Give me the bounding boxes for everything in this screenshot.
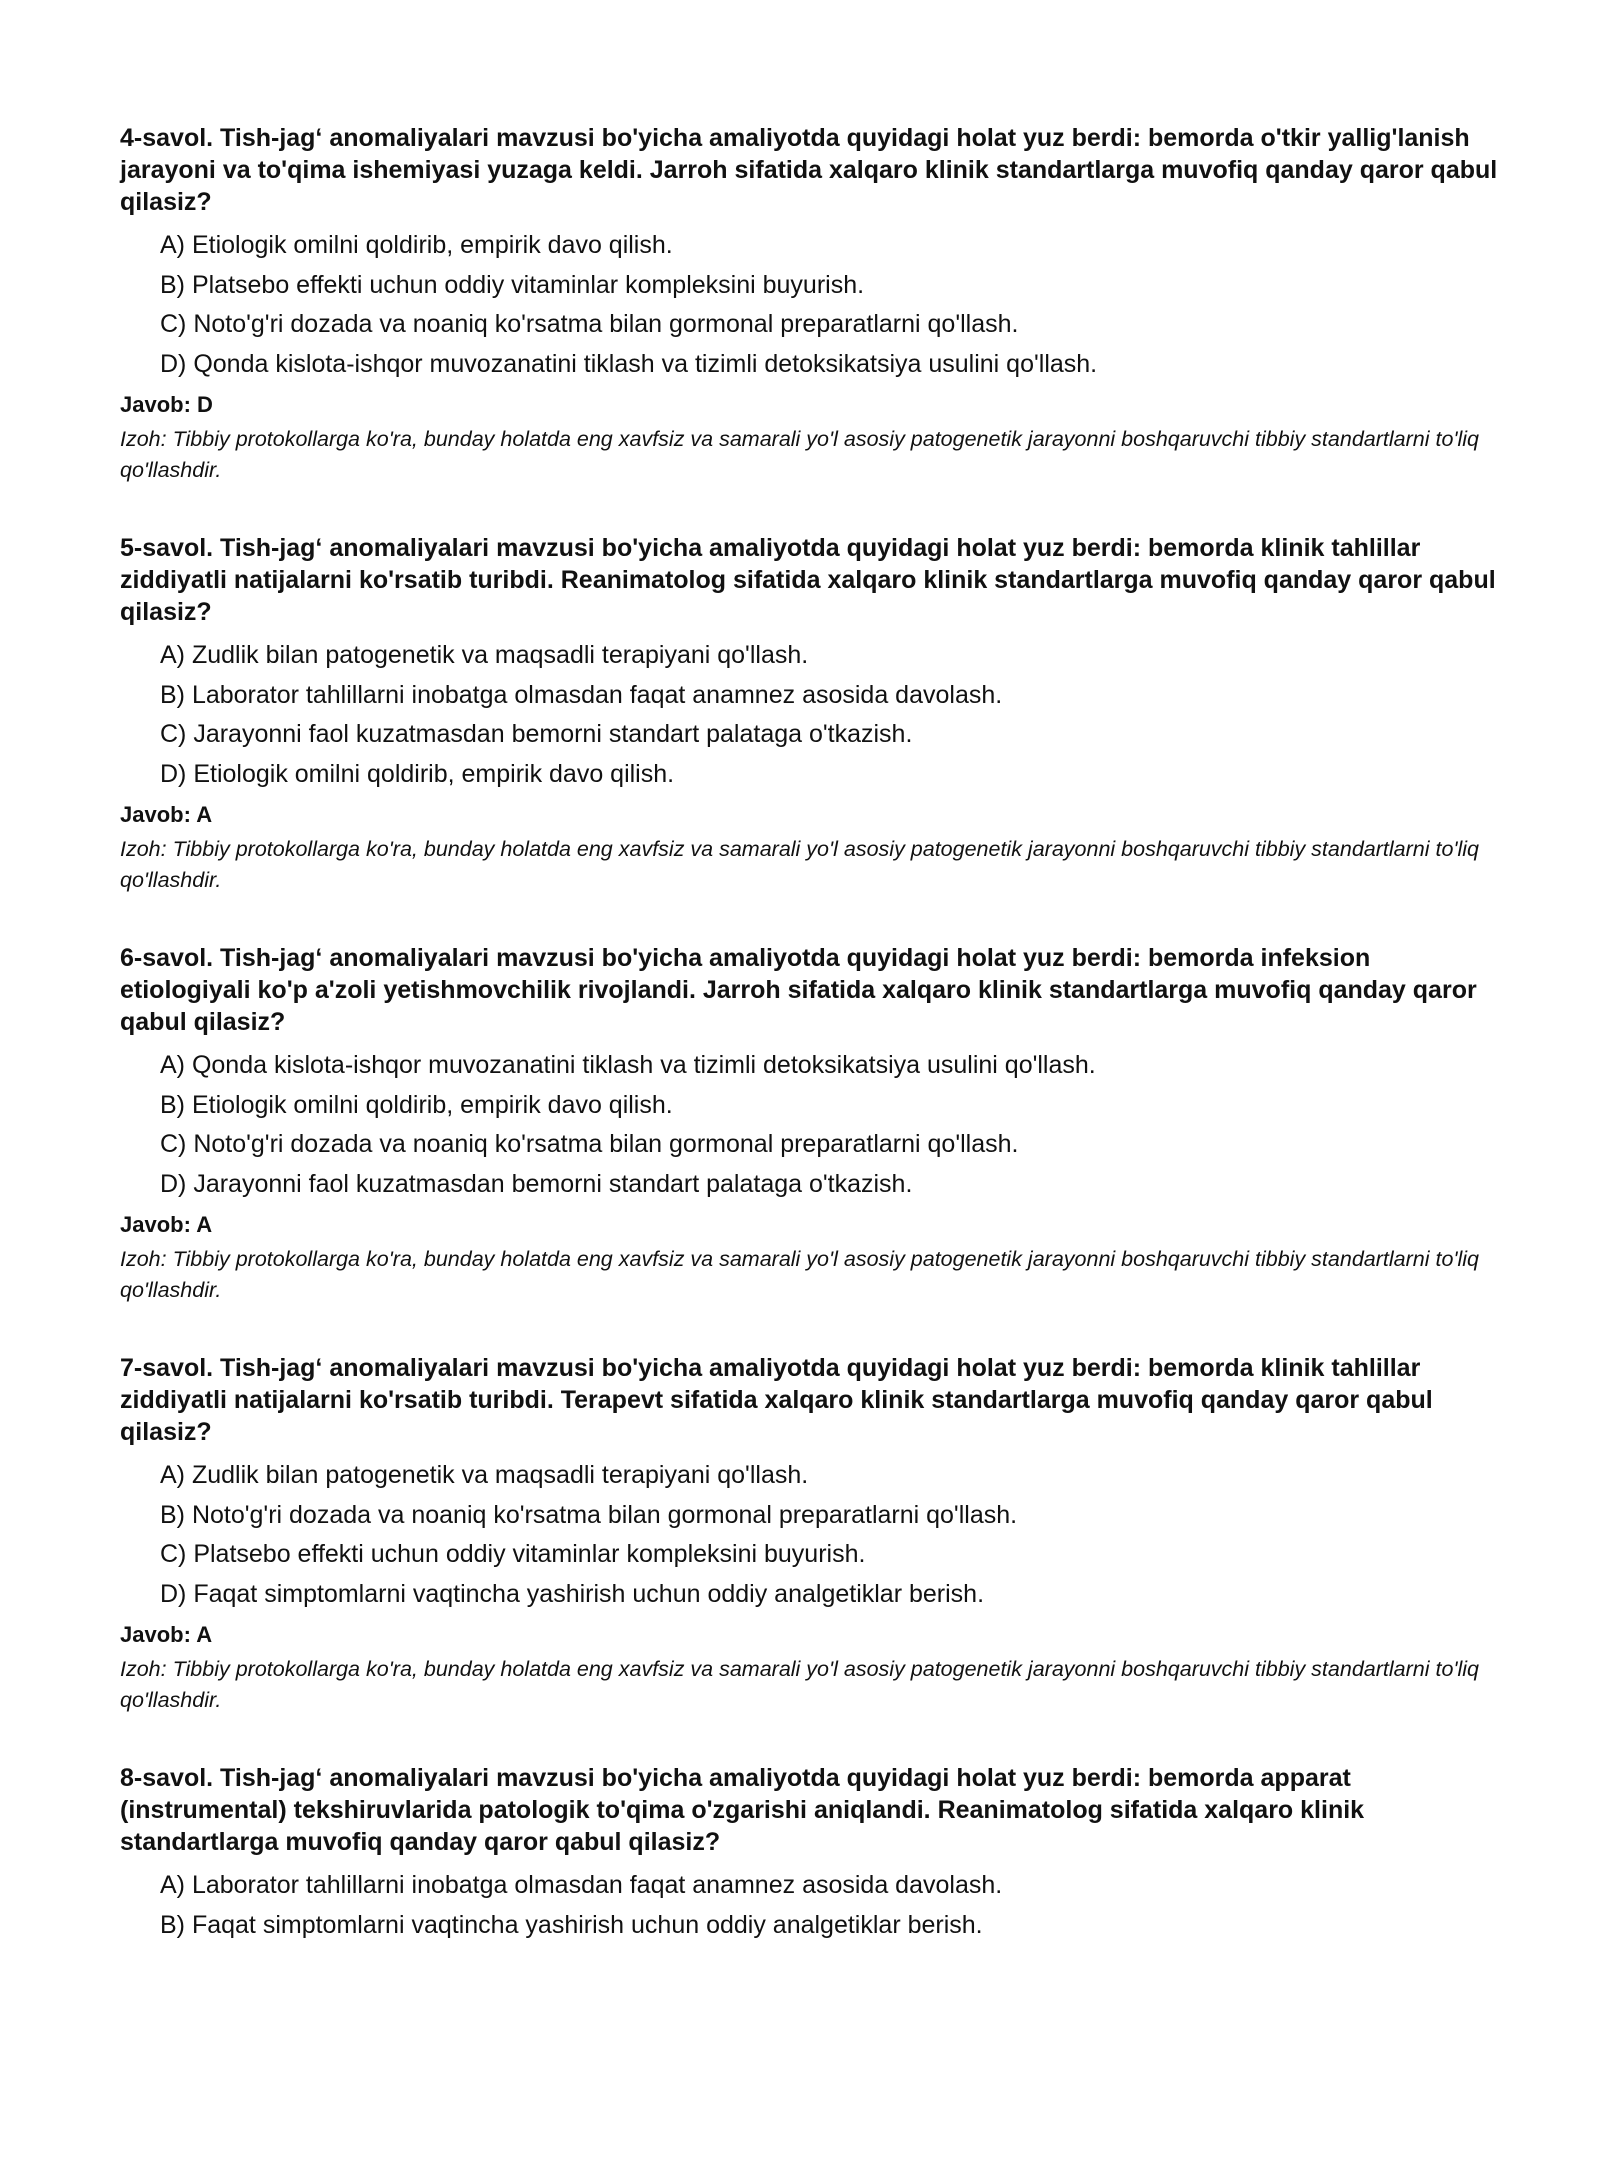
option-list [120,226,1500,384]
option-b: B) Laborator tahlillarni inobatga olmasdan faqat anamnez asosida davolash. [160,680,1003,709]
option-a: A) Laborator tahlillarni inobatga olmasdan faqat anamnez asosida davolash. [160,1871,1003,1899]
option-b: B) Platsebo effekti uchun oddiy vitaminlar kompleksini buyurish. [160,270,865,299]
answer-label: Javob: A [120,1212,213,1237]
question-block [120,942,1500,1352]
answer-label: Javob: A [120,802,213,827]
option-list [120,1046,1500,1204]
option-b: B) Etiologik omilni qoldirib, empirik davo qilish. [160,1090,673,1119]
explanation-note: Izoh: Tibbiy protokollarga ko'ra, bunday holatda eng xavfsiz va samarali yo'l asosiy patogenetik jarayonni boshqaruvchi tibbiy standartlarni to'liq qo'llashdir. [120,1247,1480,1302]
question-block [120,122,1500,532]
option-d: D) Jarayonni faol kuzatmasdan bemorni standart palataga o'tkazish. [160,1169,913,1198]
question-block [120,1352,1500,1762]
option-d: D) Qonda kislota-ishqor muvozanatini tiklash va tizimli detoksikatsiya usulini qo'llash. [160,349,1098,378]
option-d: D) Faqat simptomlarni vaqtincha yashirish uchun oddiy analgetiklar berish. [160,1579,985,1608]
option-a: A) Zudlik bilan patogenetik va maqsadli terapiyani qo'llash. [160,1461,809,1489]
option-b: B) Faqat simptomlarni vaqtincha yashirish uchun oddiy analgetiklar berish. [160,1910,983,1939]
question-text: 8-savol. Tish-jag‘ anomaliyalari mavzusi bo'yicha amaliyotda quyidagi holat yuz berdi: bemorda apparat (instrumental) tekshiruvlarida patologik to'qima o'zgarishi aniqlandi. Reanimatolog sifatida xalqaro klinik standartlarga muvofiq qanday qaror qabul qilasiz? [120,1764,1365,1856]
option-c: C) Jarayonni faol kuzatmasdan bemorni standart palataga o'tkazish. [160,720,913,748]
option-c: C) Platsebo effekti uchun oddiy vitaminlar kompleksini buyurish. [160,1540,866,1568]
explanation-note: Izoh: Tibbiy protokollarga ko'ra, bunday holatda eng xavfsiz va samarali yo'l asosiy patogenetik jarayonni boshqaruvchi tibbiy standartlarni to'liq qo'llashdir. [120,427,1480,482]
option-a: A) Zudlik bilan patogenetik va maqsadli terapiyani qo'llash. [160,641,809,669]
explanation-note: Izoh: Tibbiy protokollarga ko'ra, bunday holatda eng xavfsiz va samarali yo'l asosiy patogenetik jarayonni boshqaruvchi tibbiy standartlarni to'liq qo'llashdir. [120,1657,1480,1712]
option-a: A) Etiologik omilni qoldirib, empirik davo qilish. [160,231,673,259]
question-block [120,1762,1500,2172]
question-text: 4-savol. Tish-jag‘ anomaliyalari mavzusi bo'yicha amaliyotda quyidagi holat yuz berdi: bemorda o'tkir yallig'lanish jarayoni va to'qima ishemiyasi yuzaga keldi. Jarroh sifatida xalqaro klinik standartlarga muvofiq qanday qaror qabul qilasiz? [120,124,1498,216]
answer-label: Javob: A [120,1622,213,1647]
explanation-note: Izoh: Tibbiy protokollarga ko'ra, bunday holatda eng xavfsiz va samarali yo'l asosiy patogenetik jarayonni boshqaruvchi tibbiy standartlarni to'liq qo'llashdir. [120,837,1480,892]
answer-label: Javob: D [120,392,213,417]
question-block [120,532,1500,942]
option-list [120,1866,1500,1945]
option-d: D) Etiologik omilni qoldirib, empirik davo qilish. [160,759,675,788]
option-b: B) Noto'g'ri dozada va noaniq ko'rsatma bilan gormonal preparatlarni qo'llash. [160,1500,1018,1529]
option-c: C) Noto'g'ri dozada va noaniq ko'rsatma bilan gormonal preparatlarni qo'llash. [160,310,1019,338]
question-text: 7-savol. Tish-jag‘ anomaliyalari mavzusi bo'yicha amaliyotda quyidagi holat yuz berdi: bemorda klinik tahlillar ziddiyatli natijalarni ko'rsatib turibdi. Terapevt sifatida xalqaro klinik standartlarga muvofiq qanday qaror qabul qilasiz? [120,1354,1433,1446]
question-text: 6-savol. Tish-jag‘ anomaliyalari mavzusi bo'yicha amaliyotda quyidagi holat yuz berdi: bemorda infeksion etiologiyali ko'p a'zoli yetishmovchilik rivojlandi. Jarroh sifatida xalqaro klinik standartlarga muvofiq qanday qaror qabul qilasiz? [120,944,1477,1036]
option-c: C) Noto'g'ri dozada va noaniq ko'rsatma bilan gormonal preparatlarni qo'llash. [160,1130,1019,1158]
option-a: A) Qonda kislota-ishqor muvozanatini tiklash va tizimli detoksikatsiya usulini qo'llash. [160,1051,1096,1079]
document-page [120,122,1500,2172]
question-text: 5-savol. Tish-jag‘ anomaliyalari mavzusi bo'yicha amaliyotda quyidagi holat yuz berdi: bemorda klinik tahlillar ziddiyatli natijalarni ko'rsatib turibdi. Reanimatolog sifatida xalqaro klinik standartlarga muvofiq qanday qaror qabul qilasiz? [120,534,1496,626]
option-list [120,1456,1500,1614]
option-list [120,636,1500,794]
